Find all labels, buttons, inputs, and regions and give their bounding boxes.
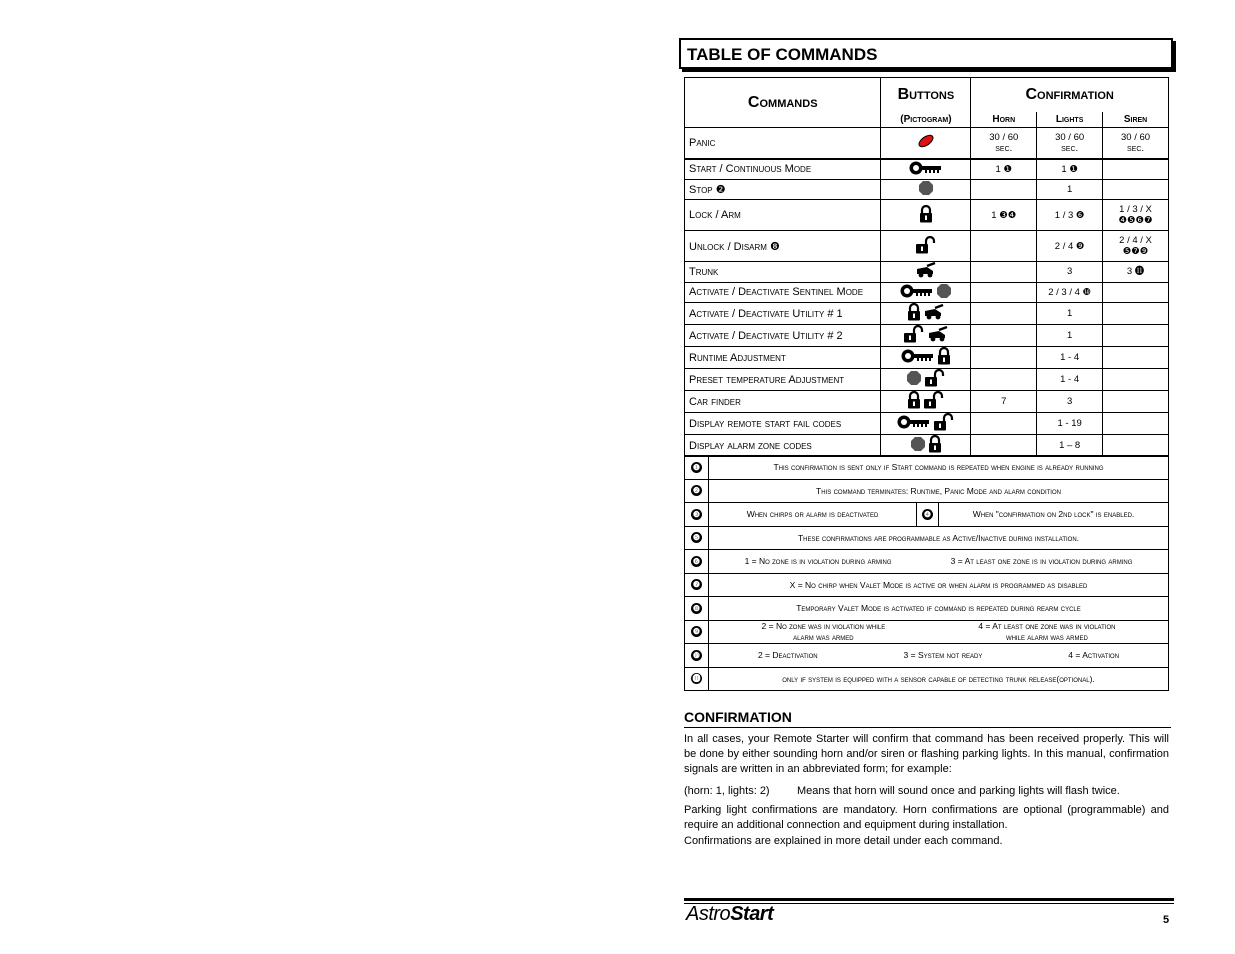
panic-icon <box>917 134 935 151</box>
header-confirmation: Confirmation <box>971 78 1169 112</box>
command-name: Display alarm zone codes <box>685 435 881 457</box>
siren-confirmation <box>1103 179 1169 200</box>
page-title: TABLE OF COMMANDS <box>687 45 878 64</box>
note-text: 3 = At least one zone is in violation during arming <box>950 556 1133 567</box>
table-row <box>685 159 1169 180</box>
command-name: Stop ❷ <box>685 179 881 200</box>
stop-icon <box>906 370 922 389</box>
note-row <box>685 644 1169 668</box>
divider <box>684 898 1174 901</box>
horn-confirmation <box>971 282 1037 303</box>
lock-icon <box>937 347 951 368</box>
command-name: Unlock / Disarm ❽ <box>685 231 881 262</box>
command-name: Runtime Adjustment <box>685 347 881 369</box>
lights-confirmation: 1 - 19 <box>1037 413 1103 435</box>
table-row <box>685 413 1169 435</box>
siren-confirmation <box>1103 282 1169 303</box>
commands-table <box>684 77 1169 457</box>
siren-confirmation <box>1103 303 1169 325</box>
stop-icon <box>918 180 934 199</box>
command-name: Lock / Arm <box>685 200 881 231</box>
button-pictogram <box>881 413 971 435</box>
button-pictogram <box>881 200 971 231</box>
note-text: 2 = Deactivation <box>757 650 818 661</box>
button-pictogram <box>881 391 971 413</box>
header-pictogram: (Pictogram) <box>881 112 971 128</box>
command-name: Activate / Deactivate Utility # 1 <box>685 303 881 325</box>
horn-confirmation <box>971 231 1037 262</box>
confirmation-example <box>684 784 1169 799</box>
table-row <box>685 435 1169 457</box>
unlock-icon <box>923 391 945 412</box>
note-text: 2 = No zone was in violation while <box>761 620 886 631</box>
lights-confirmation: 1 – 8 <box>1037 435 1103 457</box>
stop-icon <box>936 283 952 302</box>
command-name: Activate / Deactivate Utility # 2 <box>685 325 881 347</box>
command-name: Preset temperature Adjustment <box>685 369 881 391</box>
notes-table <box>684 455 1169 691</box>
note-number: ❾ <box>692 627 701 637</box>
divider <box>684 727 1171 728</box>
horn-confirmation <box>971 435 1037 457</box>
table-row <box>685 179 1169 200</box>
horn-confirmation <box>971 179 1037 200</box>
confirmation-paragraph: Parking light confirmations are mandatory. Horn confirmations are optional (programmable) and require an additional connection and equipment during installation. <box>684 804 1169 831</box>
lock-icon <box>919 205 933 226</box>
note-row <box>685 573 1169 597</box>
note-text: only if system is equipped with a sensor capable of detecting trunk release(optional). <box>709 667 1169 691</box>
note-row <box>685 526 1169 550</box>
horn-confirmation <box>971 413 1037 435</box>
horn-confirmation <box>971 303 1037 325</box>
lock-icon <box>907 391 921 412</box>
example-text: Means that horn will sound once and parking lights will flash twice. <box>797 785 1120 797</box>
lights-confirmation: 2 / 4 ❾ <box>1037 231 1103 262</box>
button-pictogram <box>881 128 971 159</box>
siren-confirmation: 30 / 60 sec. <box>1103 128 1169 159</box>
trunk-icon <box>915 262 937 281</box>
horn-confirmation <box>971 347 1037 369</box>
table-row <box>685 231 1169 262</box>
unlock-icon <box>924 369 946 390</box>
note-text: This confirmation is sent only if Start command is repeated when engine is already running <box>709 456 1169 480</box>
table-row <box>685 325 1169 347</box>
note-number: ❼ <box>692 580 701 590</box>
horn-confirmation: 1 ❸❹ <box>971 200 1037 231</box>
horn-confirmation <box>971 369 1037 391</box>
astrostart-logo: AstroStart <box>686 903 774 925</box>
header-lights: Lights <box>1037 112 1103 128</box>
command-name: Car finder <box>685 391 881 413</box>
header-commands: Commands <box>685 78 881 128</box>
note-number: ❶ <box>692 462 701 472</box>
trunk-icon <box>923 304 945 323</box>
note-text: 4 = Activation <box>1068 650 1120 661</box>
horn-confirmation <box>971 262 1037 283</box>
horn-confirmation: 1 ❶ <box>971 159 1037 180</box>
note-text: 4 = At least one zone was in violation <box>978 620 1116 631</box>
lights-confirmation: 1 / 3 ❻ <box>1037 200 1103 231</box>
command-name: Activate / Deactivate Sentinel Mode <box>685 282 881 303</box>
note-text: When chirps or alarm is deactivated <box>709 503 917 526</box>
horn-confirmation: 30 / 60 sec. <box>971 128 1037 159</box>
siren-confirmation: 2 / 4 / X ❺❼❾ <box>1103 231 1169 262</box>
siren-confirmation: 3 ⓫ <box>1103 262 1169 283</box>
button-pictogram <box>881 347 971 369</box>
siren-confirmation <box>1103 159 1169 180</box>
siren-confirmation <box>1103 347 1169 369</box>
note-number: ❽ <box>692 603 701 613</box>
siren-confirmation <box>1103 369 1169 391</box>
lights-confirmation: 1 <box>1037 303 1103 325</box>
siren-confirmation <box>1103 435 1169 457</box>
stop-icon <box>910 436 926 455</box>
note-number: ❷ <box>692 486 701 496</box>
command-name: Panic <box>685 128 881 159</box>
note-row <box>685 667 1169 691</box>
header-buttons: Buttons <box>881 78 971 112</box>
note-text: alarm was armed <box>793 631 854 642</box>
note-row <box>685 597 1169 621</box>
button-pictogram <box>881 262 971 283</box>
note-number: ❻ <box>692 556 701 566</box>
lights-confirmation: 2 / 3 / 4 ❿ <box>1037 282 1103 303</box>
table-row <box>685 282 1169 303</box>
table-row <box>685 369 1169 391</box>
note-text: 3 = System not ready <box>903 650 983 661</box>
lights-confirmation: 3 <box>1037 391 1103 413</box>
example-code: (horn: 1, lights: 2) <box>684 785 770 797</box>
note-row <box>685 620 1169 644</box>
button-pictogram <box>881 159 971 180</box>
note-text: 1 = No zone is in violation during arming <box>744 556 892 567</box>
unlock-icon <box>903 325 925 346</box>
table-row <box>685 391 1169 413</box>
key-icon <box>900 283 934 302</box>
title-box <box>679 38 1173 69</box>
lights-confirmation: 1 ❶ <box>1037 159 1103 180</box>
note-number: ❸ <box>692 509 701 519</box>
table-row <box>685 303 1169 325</box>
horn-confirmation: 7 <box>971 391 1037 413</box>
note-row <box>685 479 1169 503</box>
unlock-icon <box>915 236 937 257</box>
note-text: X = No chirp when Valet Mode is active or when alarm is programmed as disabled <box>709 573 1169 597</box>
command-name: Trunk <box>685 262 881 283</box>
note-number: ❺ <box>692 533 701 543</box>
header-siren: Siren <box>1103 112 1169 128</box>
button-pictogram <box>881 435 971 457</box>
lights-confirmation: 1 <box>1037 179 1103 200</box>
command-name: Start / Continuous Mode <box>685 159 881 180</box>
table-row <box>685 200 1169 231</box>
button-pictogram <box>881 369 971 391</box>
siren-confirmation: 1 / 3 / X ❹❺❻❼ <box>1103 200 1169 231</box>
button-pictogram <box>881 179 971 200</box>
confirmation-paragraph: Confirmations are explained in more detail under each command. <box>684 835 1003 847</box>
table-row <box>685 347 1169 369</box>
note-number: ⓫ <box>692 674 701 684</box>
key-icon <box>897 414 931 433</box>
note-text: These confirmations are programmable as Active/Inactive during installation. <box>709 526 1169 550</box>
note-number: ❹ <box>923 509 932 519</box>
button-pictogram <box>881 231 971 262</box>
note-text: Temporary Valet Mode is activated if command is repeated during rearm cycle <box>709 597 1169 621</box>
lights-confirmation: 1 - 4 <box>1037 347 1103 369</box>
button-pictogram <box>881 303 971 325</box>
confirmation-paragraph: In all cases, your Remote Starter will confirm that command has been received properly. This will be done by either sounding horn and/or siren or flashing parking lights. In this manual, confirmation signals are written in an abbreviated form; for example: <box>684 733 1169 775</box>
lights-confirmation: 30 / 60 sec. <box>1037 128 1103 159</box>
key-icon <box>909 160 943 179</box>
lights-confirmation: 3 <box>1037 262 1103 283</box>
lights-confirmation: 1 - 4 <box>1037 369 1103 391</box>
key-icon <box>901 348 935 367</box>
lock-icon <box>928 435 942 456</box>
note-text: while alarm was armed <box>1005 631 1088 642</box>
note-row <box>685 456 1169 480</box>
lights-confirmation: 1 <box>1037 325 1103 347</box>
confirmation-heading: CONFIRMATION <box>684 709 792 725</box>
button-pictogram <box>881 325 971 347</box>
siren-confirmation <box>1103 391 1169 413</box>
siren-confirmation <box>1103 325 1169 347</box>
siren-confirmation <box>1103 413 1169 435</box>
trunk-icon <box>927 326 949 345</box>
lock-icon <box>907 303 921 324</box>
note-text: This command terminates: Runtime, Panic Mode and alarm condition <box>709 479 1169 503</box>
table-row <box>685 262 1169 283</box>
button-pictogram <box>881 282 971 303</box>
note-text: When "confirmation on 2nd lock" is enabled. <box>972 509 1135 520</box>
table-row <box>685 128 1169 159</box>
page-number: 5 <box>1163 914 1170 926</box>
note-row <box>685 503 1169 527</box>
header-horn: Horn <box>971 112 1037 128</box>
unlock-icon <box>933 413 955 434</box>
horn-confirmation <box>971 325 1037 347</box>
command-name: Display remote start fail codes <box>685 413 881 435</box>
note-row <box>685 550 1169 574</box>
note-number: ❿ <box>692 650 701 660</box>
